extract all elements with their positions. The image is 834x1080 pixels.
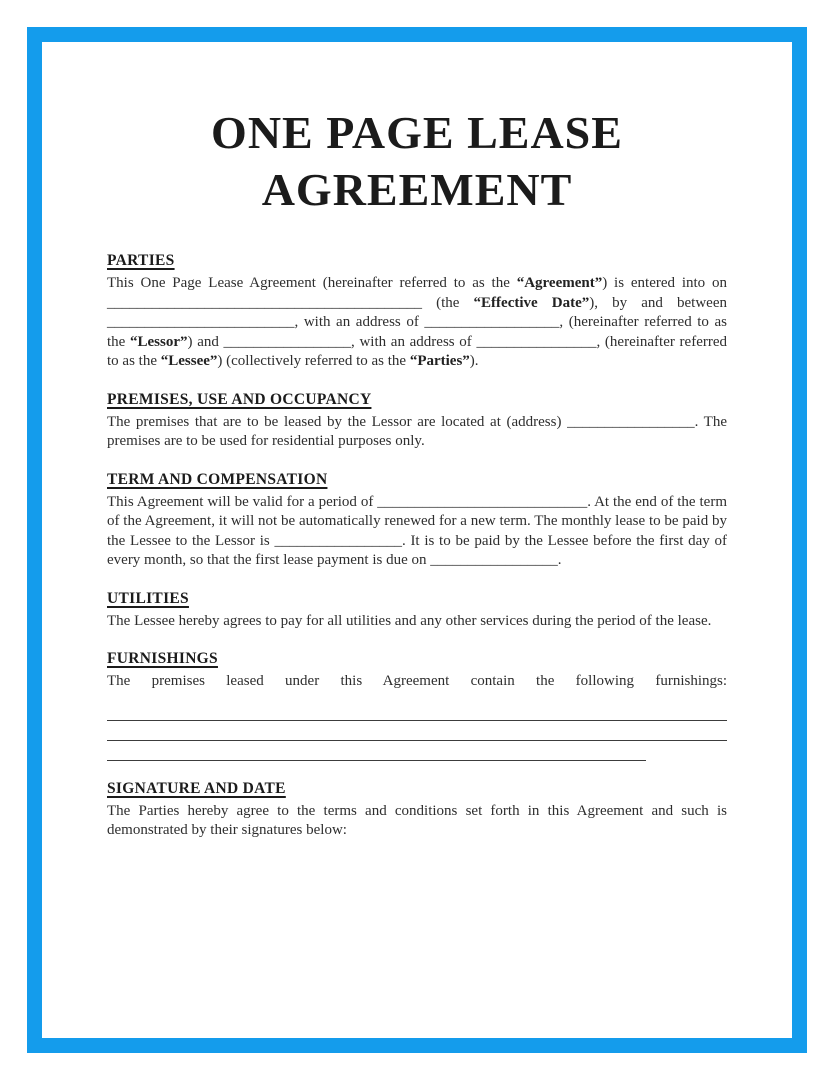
blank-field-monthly-lease: _________________: [274, 532, 402, 549]
text-segment: . At the end of the term of the Agreement, it will not be automatically renewed for a new term. The monthly lease to be paid by the Lessee to the Lessor is: [107, 493, 727, 549]
blank-field-first-payment-date: _________________: [430, 552, 558, 568]
section-heading-signature: SIGNATURE AND DATE: [107, 779, 286, 797]
blank-field-lessor-address: __________________: [424, 314, 560, 330]
blank-field-premises-address: _________________: [567, 413, 695, 430]
text-segment: , (hereinafter referred to as the: [107, 314, 727, 350]
blank-field-lessee-address: ________________: [476, 333, 597, 350]
blank-field-lessee-name: _________________: [223, 333, 352, 350]
parties-paragraph: [107, 274, 727, 372]
text-segment: ), by and between: [589, 294, 727, 311]
section-heading-utilities: UTILITIES: [107, 589, 189, 607]
premises-paragraph: [107, 413, 727, 452]
section-furnishings: [107, 650, 727, 761]
text-segment: This Agreement will be valid for a period of: [107, 493, 378, 510]
section-heading-term: TERM AND COMPENSATION: [107, 470, 328, 488]
text-segment: , with an address of: [294, 314, 425, 330]
text-segment: The premises that are to be leased by the Lessor are located at (address): [107, 413, 568, 430]
bold-term-parties: “Parties”: [409, 353, 470, 369]
section-signature: [107, 780, 727, 841]
section-heading-parties: PARTIES: [107, 252, 175, 269]
furnishings-paragraph: The premises leased under this Agreement contain the following furnishings:: [107, 673, 727, 689]
text-segment: ).: [469, 353, 479, 369]
blank-field-lessor-name: _________________________: [107, 314, 295, 330]
text-segment: , (hereinafter referred to as the: [107, 333, 728, 369]
text-segment: . The premises are to be used for residential purposes only.: [107, 413, 727, 449]
signature-paragraph: The Parties hereby agree to the terms and conditions set forth in this Agreement and such is demonstrated by their signatures below:: [107, 802, 727, 838]
blank-field-lease-period: ____________________________: [377, 493, 588, 510]
furnishings-blank-lines: [107, 701, 727, 761]
utilities-paragraph: The Lessee hereby agrees to pay for all utilities and any other services during the period of the lease.: [107, 612, 712, 629]
bold-term-agreement: “Agreement”: [516, 275, 603, 291]
text-segment: , with an address of: [351, 333, 477, 350]
furnishings-blank-line-3: [107, 741, 646, 761]
bold-term-lessor: “Lessor”: [130, 333, 188, 350]
document-title-line2: AGREEMENT: [261, 164, 573, 215]
furnishings-blank-line-1: [107, 701, 727, 721]
bold-term-effective-date: “Effective Date”: [473, 294, 590, 311]
text-segment: ) and: [187, 333, 224, 350]
bold-term-lessee: “Lessee”: [160, 353, 218, 369]
text-segment: (the: [422, 294, 474, 311]
text-segment: ) is entered into on: [602, 275, 727, 291]
document-title-line1: ONE PAGE LEASE: [211, 107, 623, 158]
text-segment: This One Page Lease Agreement (hereinafter referred to as the: [107, 275, 517, 291]
section-heading-premises: PREMISES, USE AND OCCUPANCY: [107, 390, 372, 408]
section-utilities: [107, 590, 727, 632]
lease-agreement-page: [27, 27, 807, 1053]
text-segment: .: [557, 552, 562, 568]
section-premises: [107, 391, 727, 452]
document-title: [107, 104, 727, 218]
section-term: [107, 471, 727, 571]
section-heading-furnishings: FURNISHINGS: [107, 650, 218, 667]
furnishings-blank-line-2: [107, 721, 727, 741]
text-segment: . It is to be paid by the Lessee before the first day of every month, so that the first lease payment is due on: [107, 532, 728, 568]
text-segment: ) (collectively referred to as the: [217, 353, 410, 369]
section-parties: [107, 252, 727, 372]
blank-field-effective-date: __________________________________________: [107, 294, 422, 311]
term-paragraph: [107, 493, 727, 571]
